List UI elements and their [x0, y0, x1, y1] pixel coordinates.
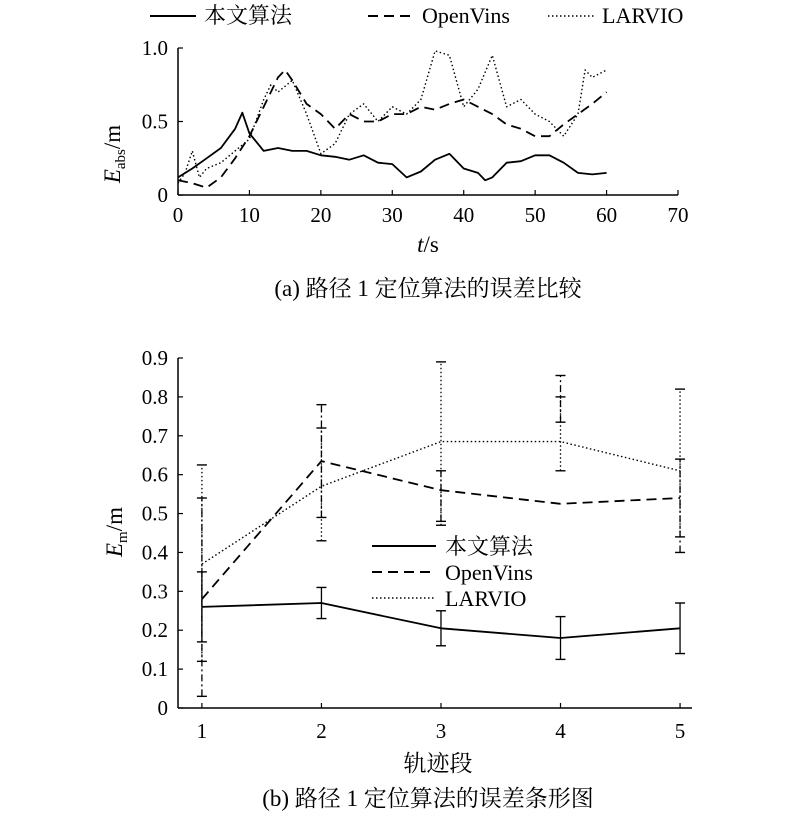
axes-a — [142, 36, 689, 227]
y-tick-label-b: 0.1 — [141, 657, 168, 682]
y-tick-label-b: 0 — [157, 696, 168, 720]
legend-b-label-1: 本文算法 — [445, 534, 534, 559]
y-tick-label-b: 0.9 — [141, 346, 168, 370]
y-tick-label-b: 0.3 — [141, 579, 168, 604]
legend-a-label-2: OpenVins — [422, 3, 510, 28]
x-tick-label-a: 70 — [667, 203, 689, 227]
x-tick-label-a: 50 — [524, 203, 546, 227]
x-tick-label-a: 10 — [238, 203, 260, 227]
y-tick-label-b: 0.5 — [141, 501, 168, 526]
series-line-b-2 — [202, 461, 680, 599]
legend-b-label-3: LARVIO — [445, 586, 527, 611]
x-tick-label-a: 0 — [172, 203, 184, 227]
legend-b-label-2: OpenVins — [445, 560, 533, 585]
legend-a-label-3: LARVIO — [602, 3, 684, 28]
legend-a — [150, 3, 683, 28]
chart-a — [100, 3, 689, 301]
y-tick-label-b: 0.7 — [141, 423, 168, 448]
caption-b: (b) 路径 1 定位算法的误差条形图 — [262, 786, 594, 811]
caption-a: (a) 路径 1 定位算法的误差比较 — [274, 276, 582, 301]
y-tick-label-a: 1.0 — [141, 36, 168, 60]
y-tick-label-a: 0 — [157, 183, 168, 207]
legend-a-label-1: 本文算法 — [204, 3, 293, 28]
x-tick-label-b: 5 — [674, 719, 686, 743]
series-line-a-2 — [178, 70, 607, 188]
xlabel-b: 轨迹段 — [403, 751, 473, 776]
y-tick-label-b: 0.2 — [141, 618, 168, 643]
chart-b — [102, 346, 692, 811]
y-tick-label-b: 0.6 — [141, 462, 168, 487]
y-tick-label-b: 0.4 — [141, 540, 168, 565]
y-tick-label-a: 0.5 — [141, 109, 168, 134]
x-tick-label-b: 3 — [435, 719, 447, 743]
x-tick-label-b: 2 — [316, 719, 327, 743]
ylabel-a: $E_{abs}/m$ — [100, 124, 129, 184]
ylabel-b: $E_m/m$ — [102, 506, 131, 558]
x-tick-label-b: 4 — [555, 719, 566, 743]
x-tick-label-b: 1 — [196, 719, 208, 743]
legend-b — [372, 534, 534, 611]
x-tick-label-a: 40 — [453, 203, 475, 227]
series-b — [197, 362, 685, 696]
x-tick-label-a: 20 — [310, 203, 332, 227]
series-a — [178, 51, 607, 188]
xlabel-a: t/s — [417, 232, 439, 257]
x-tick-label-a: 60 — [596, 203, 618, 227]
x-tick-label-a: 30 — [381, 203, 403, 227]
y-tick-label-b: 0.8 — [141, 384, 168, 409]
axes-b — [142, 346, 692, 743]
